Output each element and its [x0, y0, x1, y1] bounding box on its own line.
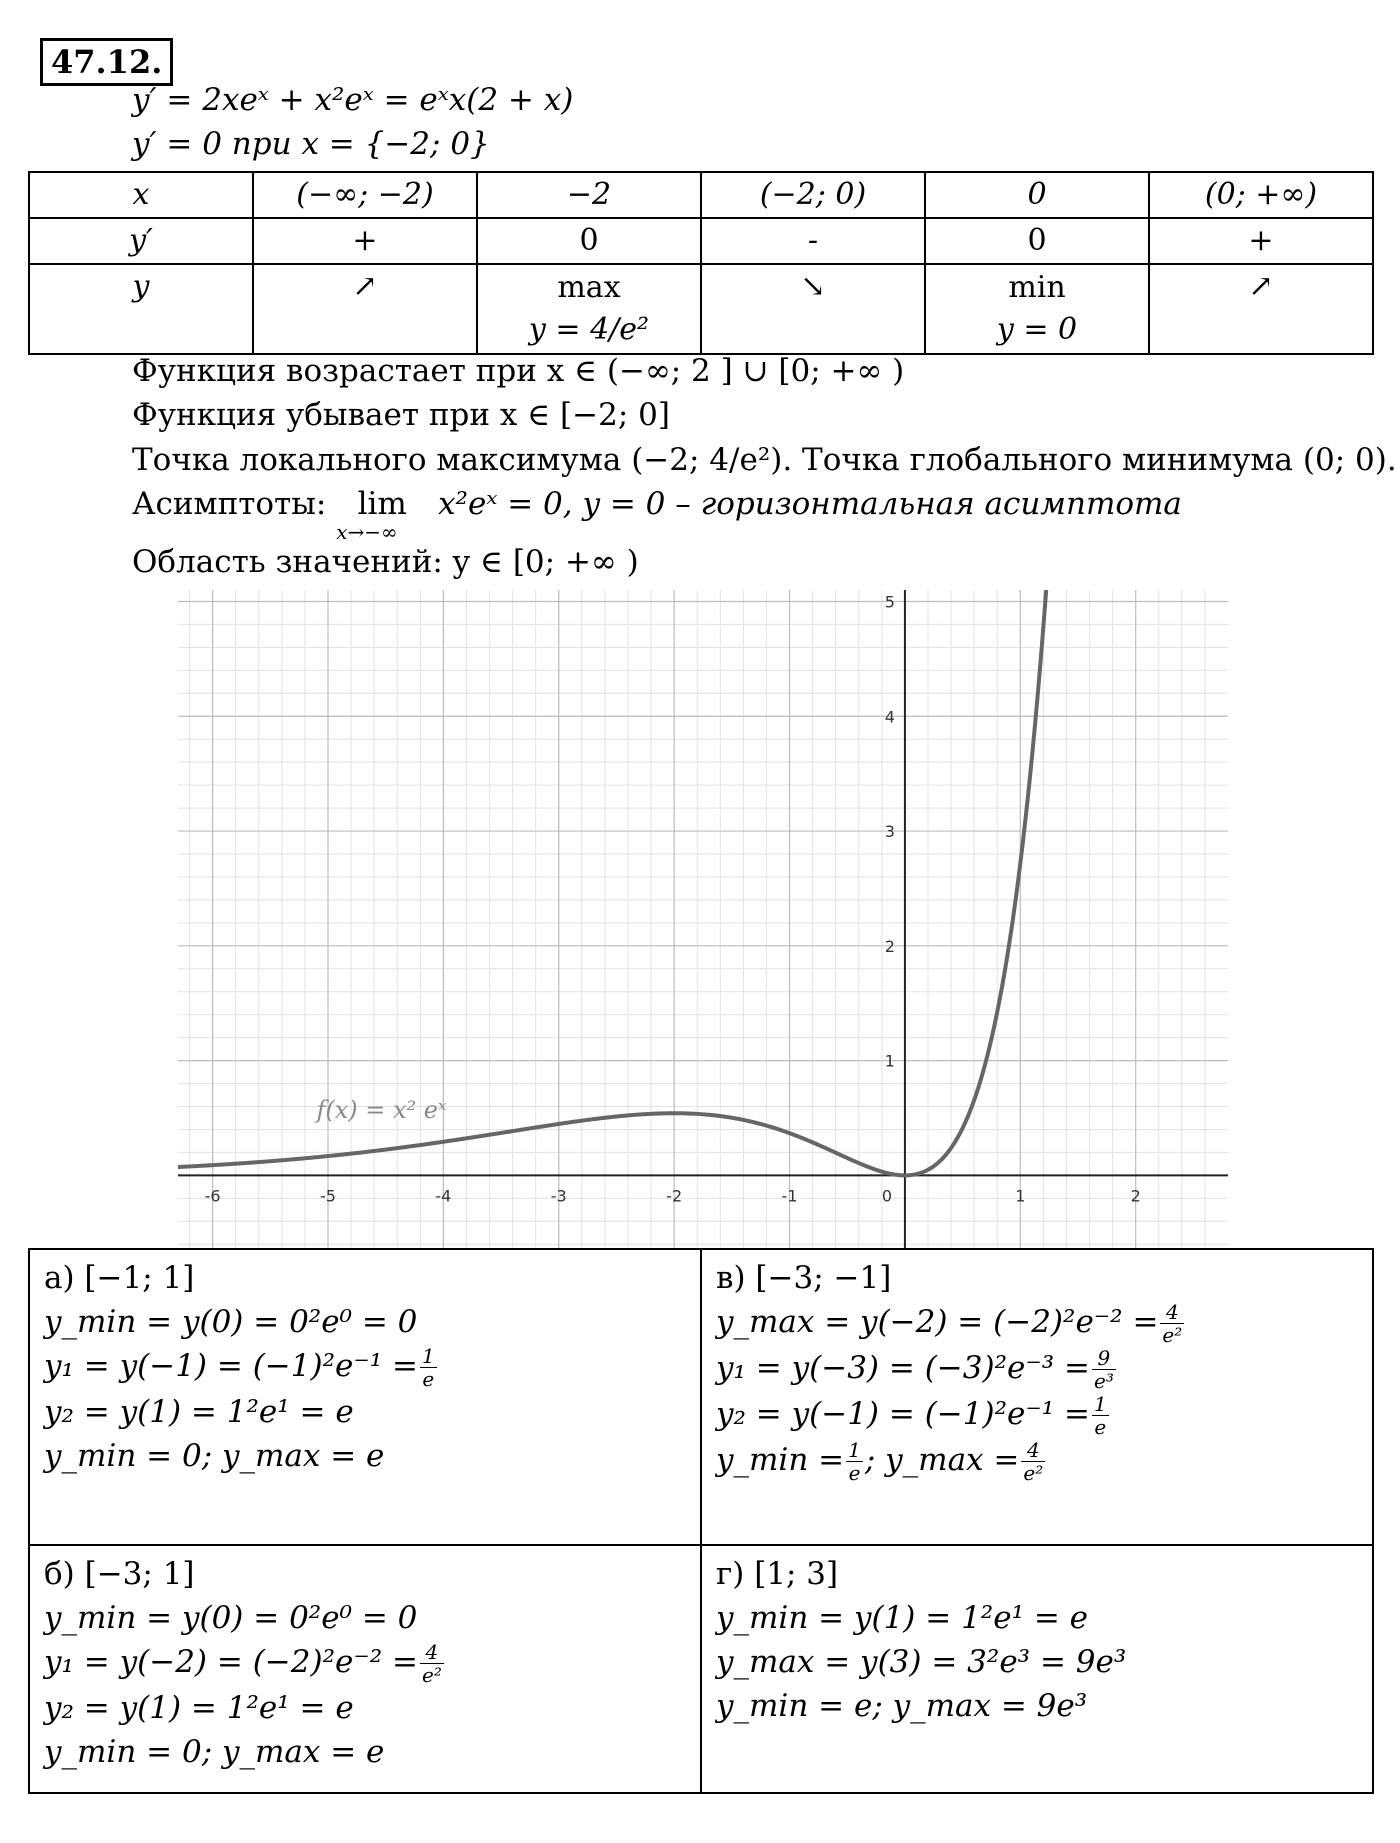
answer-v-line: [716, 1392, 1358, 1438]
fraction: [420, 1345, 437, 1390]
answer-v-line: [716, 1438, 1358, 1484]
table-cell: (0; +∞): [1149, 172, 1373, 218]
table-cell: -: [701, 218, 925, 264]
answer-b-line-text: y₁ = y(−2) = (−2)²e⁻² =: [44, 1644, 418, 1680]
answer-cell-a: [29, 1249, 701, 1545]
x-tick-label: -1: [781, 1186, 798, 1206]
max-label: max: [557, 270, 621, 305]
answer-cell-b: [29, 1545, 701, 1793]
table-cell: +: [253, 218, 477, 264]
fraction-numerator: 1: [421, 1344, 435, 1368]
lim-text: lim: [357, 486, 407, 522]
answer-v-line-text: y_max = y(−2) = (−2)²e⁻² =: [716, 1304, 1159, 1340]
table-cell: +: [1149, 218, 1373, 264]
answer-v-line: [716, 1300, 1358, 1346]
derivative-line: y′ = 2xeˣ + x²eˣ = eˣx(2 + x): [132, 82, 574, 118]
function-curve: [178, 590, 1047, 1175]
table-cell: (−2; 0): [701, 172, 925, 218]
answer-v-line-text: y₁ = y(−3) = (−3)²e⁻³ =: [716, 1350, 1090, 1386]
answer-v-line-text: ; y_max =: [864, 1442, 1020, 1478]
range-statement: Область значений: y ∈ [0; +∞ ): [132, 544, 639, 580]
answer-g-line: y_min = y(1) = 1²e¹ = e: [716, 1600, 1089, 1636]
answer-b-line: y_min = 0; y_max = e: [44, 1734, 385, 1770]
y-tick-label: 2: [884, 936, 895, 956]
table-cell: x: [29, 172, 253, 218]
y-tick-label: 3: [884, 822, 895, 842]
table-cell: ↘: [701, 264, 925, 354]
sign-table-row-x: [29, 172, 1373, 218]
x-tick-label: 1: [1015, 1186, 1026, 1206]
fraction: [420, 1641, 444, 1686]
answer-a-line: y_min = y(0) = 0²e⁰ = 0: [44, 1304, 418, 1340]
function-graph: [178, 590, 1228, 1250]
answer-cell-v: [701, 1249, 1373, 1545]
answer-b-line: y_min = y(0) = 0²e⁰ = 0: [44, 1600, 418, 1636]
fraction-numerator: 1: [848, 1438, 861, 1462]
table-cell: ↗: [1149, 264, 1373, 354]
fraction: [1092, 1347, 1116, 1392]
answer-g-header: г) [1; 3]: [716, 1556, 839, 1592]
x-tick-label: -5: [320, 1186, 336, 1206]
function-label: f(x) = x² eˣ: [316, 1096, 447, 1124]
answer-v-header: в) [−3; −1]: [716, 1260, 892, 1296]
fraction-denominator: e³: [1093, 1369, 1114, 1393]
x-tick-label: 2: [1130, 1186, 1141, 1206]
answers-row-bottom: [29, 1545, 1373, 1793]
answer-v-line: [716, 1346, 1358, 1392]
answer-b-line: y₂ = y(1) = 1²e¹ = e: [44, 1690, 354, 1726]
answer-cell-g: [701, 1545, 1373, 1793]
answer-g-line: y_max = y(3) = 3²e³ = 9e³: [716, 1644, 1127, 1680]
answer-b-header: б) [−3; 1]: [44, 1556, 195, 1592]
y-tick-label: 5: [884, 592, 895, 612]
min-value: y = 0: [996, 312, 1078, 347]
answer-a-line-text: y₁ = y(−1) = (−1)²e⁻¹ =: [44, 1348, 418, 1384]
fraction-numerator: 4: [420, 1641, 444, 1664]
table-cell: 0: [925, 218, 1149, 264]
fraction-denominator: e: [422, 1367, 435, 1391]
answers-table: [28, 1248, 1374, 1794]
table-cell: (−∞; −2): [253, 172, 477, 218]
fraction-denominator: e: [1094, 1415, 1107, 1439]
y-tick-label: 1: [884, 1051, 895, 1071]
sign-table: [28, 171, 1374, 355]
table-cell: [925, 264, 1149, 354]
problem-number: 47.12.: [40, 38, 173, 86]
asymptote-statement: [132, 486, 1182, 544]
answer-a-header: а) [−1; 1]: [44, 1260, 195, 1296]
y-tick-label: 4: [884, 707, 895, 727]
answer-a-line: y₂ = y(1) = 1²e¹ = e: [44, 1394, 354, 1430]
answer-a-line: y_min = 0; y_max = e: [44, 1438, 385, 1474]
answer-v-line-text: y₂ = y(−1) = (−1)²e⁻¹ =: [716, 1396, 1090, 1432]
x-tick-label: 0: [881, 1186, 893, 1206]
answers-row-top: [29, 1249, 1373, 1545]
fraction-numerator: 4: [1021, 1439, 1045, 1462]
fraction: [1160, 1301, 1184, 1346]
fraction-denominator: e²: [421, 1663, 442, 1687]
fraction-denominator: e²: [1023, 1461, 1044, 1485]
fraction: [1021, 1439, 1045, 1484]
max-value: y = 4/e²: [528, 312, 650, 347]
table-cell: ↗: [253, 264, 477, 354]
table-cell: y: [29, 264, 253, 354]
answer-a-line: [44, 1344, 686, 1390]
answer-b-line: [44, 1640, 686, 1686]
fraction-denominator: e²: [1162, 1323, 1183, 1347]
asymptote-prefix: Асимптоты:: [132, 486, 327, 522]
asymptote-rest: x²eˣ = 0, y = 0 – горизонтальная асимптота: [438, 486, 1182, 522]
answer-g-line: y_min = e; y_max = 9e³: [716, 1688, 1088, 1724]
x-tick-label: -4: [435, 1186, 452, 1206]
table-cell: 0: [925, 172, 1149, 218]
fraction-numerator: 4: [1160, 1301, 1184, 1324]
increasing-statement: Функция возрастает при x ∈ (−∞; 2 ] ∪ [0; +∞ ): [132, 353, 905, 389]
sign-table-row-derivative: [29, 218, 1373, 264]
fraction-numerator: 1: [1093, 1392, 1107, 1416]
zeros-line: y′ = 0 при x = {−2; 0}: [132, 126, 490, 162]
fraction: [846, 1439, 863, 1484]
fraction-numerator: 9: [1092, 1347, 1116, 1370]
sign-table-row-y: [29, 264, 1373, 354]
decreasing-statement: Функция убывает при x ∈ [−2; 0]: [132, 397, 670, 433]
min-label: min: [1008, 270, 1066, 305]
lim-subscript: x→−∞: [336, 520, 398, 544]
fraction: [1092, 1393, 1109, 1438]
x-tick-label: -2: [666, 1186, 683, 1206]
table-cell: 0: [477, 218, 701, 264]
limit-operator: [336, 486, 422, 544]
fraction-denominator: e: [848, 1461, 861, 1485]
table-cell: −2: [477, 172, 701, 218]
table-cell: y′: [29, 218, 253, 264]
x-tick-label: -3: [550, 1186, 567, 1206]
answer-v-line-text: y_min =: [716, 1442, 845, 1478]
table-cell: [477, 264, 701, 354]
x-tick-label: -6: [204, 1186, 221, 1206]
extrema-statement: Точка локального максимума (−2; 4/e²). Точка глобального минимума (0; 0).: [132, 442, 1397, 478]
